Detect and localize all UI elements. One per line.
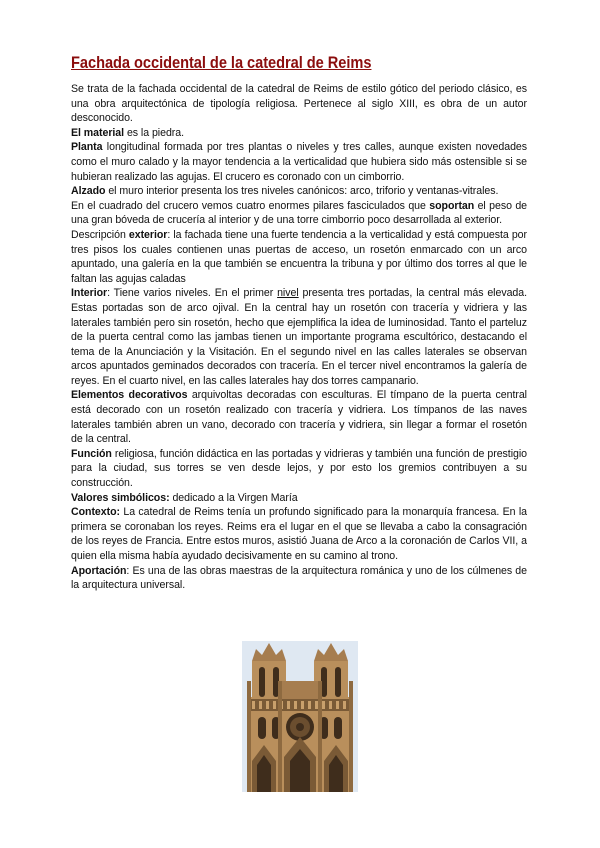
funcion-text: religiosa, función didáctica en las portadas y vidrieras y también una función de prestigio para la ciudad, sus torres se ven desde lejos, y por esto los gremios contribuyen a su construcción. <box>71 447 527 490</box>
aportacion-label: Aportación <box>71 564 127 577</box>
valores-label: Valores simbólicos: <box>71 491 170 504</box>
elementos-text: arquivoltas decoradas con esculturas. El tímpano de la puerta central está decorado con un rosetón realizado con tracería y vidriera. Los tímpanos de las naves laterales también abren un vano, decorado con tracería y vidriera, sin llegar a formar el rosetón de la central. <box>71 389 527 446</box>
contexto-paragraph <box>71 505 527 563</box>
aportacion-text: : Es una de las obras maestras de la arquitectura románica y uno de los cúlmenes de la arquitectura universal. <box>71 564 527 592</box>
cathedral-photo <box>242 641 358 792</box>
funcion-label: Función <box>71 447 112 460</box>
interior-text-before: : Tiene varios niveles. En el primer <box>107 287 278 300</box>
interior-label: Interior <box>71 287 108 300</box>
material-text: es la piedra. <box>124 126 185 139</box>
material-label: El material <box>71 126 125 139</box>
descripcion-bold: exterior <box>128 228 168 241</box>
aportacion-paragraph <box>71 564 527 593</box>
alzado-label: Alzado <box>71 185 106 198</box>
planta-label: Planta <box>71 141 103 154</box>
planta-paragraph <box>71 140 527 184</box>
valores-paragraph <box>71 491 527 506</box>
descripcion-paragraph <box>71 228 527 286</box>
crucero-text-after: el peso de una gran bóveda de crucería al interior y de una torre cimborrio poco desarrollada al exterior. <box>71 199 528 227</box>
material-paragraph <box>71 126 527 141</box>
descripcion-text: : la fachada tiene una fuerte tendencia a la verticalidad y está compuesta por tres pisos los cuales contienen unas puertas de acceso, un rosetón enmarcado con un arco apuntado, una galería en la que también se encuentra la tribuna y por último dos torres al que le faltan las agujas caladas <box>71 228 528 285</box>
interior-paragraph <box>71 286 527 388</box>
interior-text-after: presenta tres portadas, la central más elevada. Estas portadas son de arco ojival. En la central hay un rosetón con tracería y vidriera y las laterales también pero sin rosetón, hecho que ejemplifica la idea de luminosidad. Tanto el parteluz de la puerta central como las jambas tienen un importante programa escultórico, destacando el tema de la Anunciación y la Visitación. En el segundo nivel en las calles laterales se observan arcos apuntados geminados decorados con tracería. En el tercer nivel encontramos la galería de reyes. En el cuarto nivel, en las calles laterales hay dos torres campanario. <box>71 287 527 387</box>
page-title: Fachada occidental de la catedral de Reims <box>71 53 372 72</box>
contexto-label: Contexto: <box>71 506 120 519</box>
alzado-paragraph <box>71 184 527 199</box>
contexto-text: La catedral de Reims tenía un profundo significado para la monarquía francesa. En la primera se coronaban los reyes. Reims era el lugar en el que se llevaba a cabo la consagración de los reyes de Francia. Entre estos muros, asistió Juana de Arco a la coronación de Carlos VII, a quien ella misma había ayudado decisivamente en su camino al trono. <box>71 506 527 562</box>
elementos-label: Elementos decorativos <box>71 389 188 402</box>
valores-text: dedicado a la Virgen María <box>169 491 298 504</box>
elementos-paragraph <box>71 388 527 446</box>
funcion-paragraph <box>71 447 527 491</box>
crucero-bold: soportan <box>429 199 475 212</box>
document-body <box>71 52 527 593</box>
interior-underlined-word: nivel <box>277 287 299 300</box>
planta-text: longitudinal formada por tres plantas o niveles y tres calles, aunque existen novedades como el muro calado y la mayor tendencia a la verticalidad que hubiera sido más ostensible si se hubieran realizado las agujas. El crucero es coronado con un cimborrio. <box>71 141 527 183</box>
crucero-text-before: En el cuadrado del crucero vemos cuatro enormes pilares fasciculados que <box>71 199 430 212</box>
crucero-paragraph <box>71 199 527 228</box>
intro-paragraph: Se trata de la fachada occidental de la catedral de Reims de estilo gótico del periodo clásico, es una obra arquitectónica de tipología religiosa. Pertenece al siglo XIII, es obra de un autor desconocido. <box>71 83 527 125</box>
alzado-text: el muro interior presenta los tres niveles canónicos: arco, triforio y ventanas-vitrales. <box>105 185 499 198</box>
descripcion-prefix: Descripción <box>71 228 129 241</box>
cathedral-photo-icon <box>242 641 358 792</box>
